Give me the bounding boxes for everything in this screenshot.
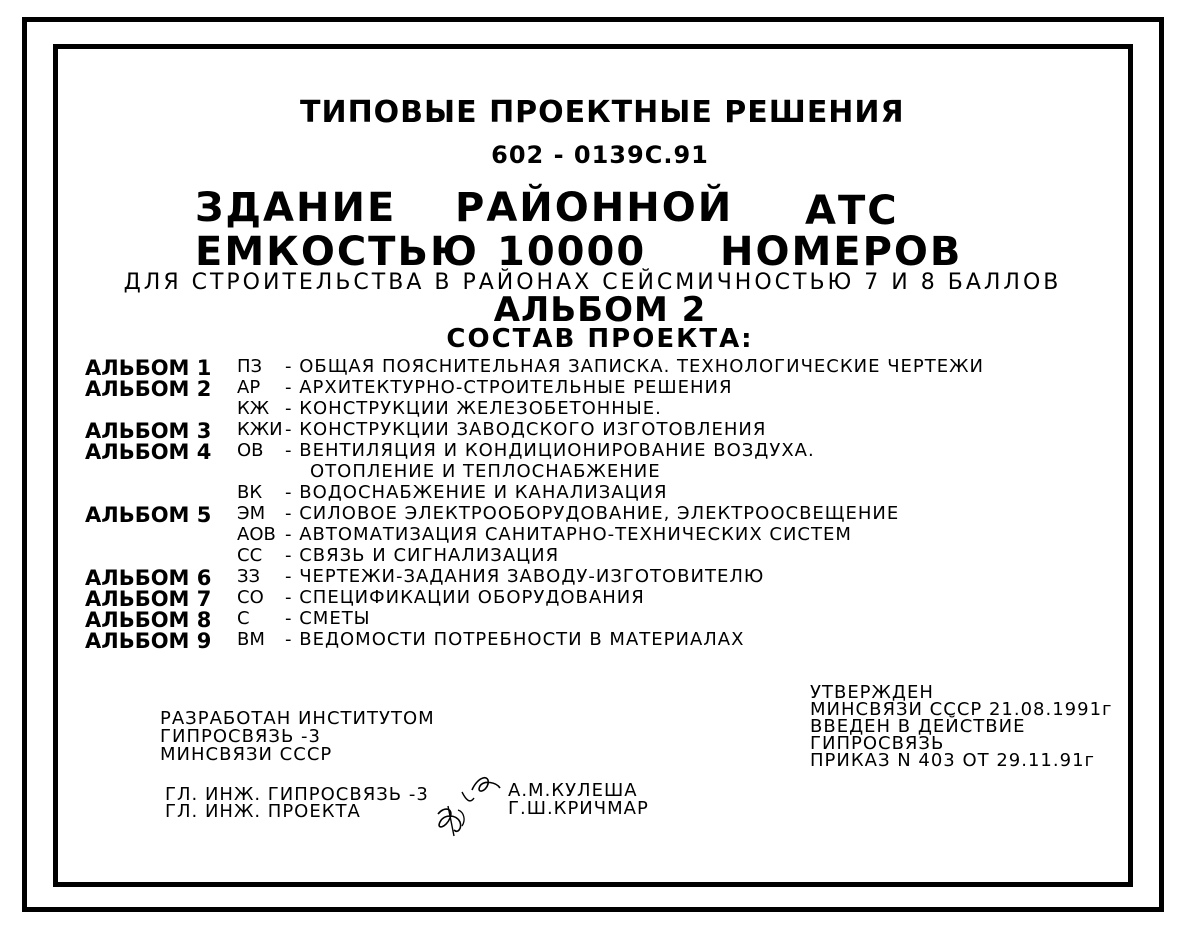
developer-line: МИНСВЯЗИ СССР [160,744,333,765]
section-code: СС [237,545,263,566]
building-title-word: ЕМКОСТЬЮ [195,229,479,275]
album-label: АЛЬБОМ 4 [85,440,212,464]
section-code: АР [237,377,261,398]
section-description: - ВОДОСНАБЖЕНИЕ И КАНАЛИЗАЦИЯ [285,482,668,503]
section-description: - КОНСТРУКЦИИ ЗАВОДСКОГО ИЗГОТОВЛЕНИЯ [285,419,767,440]
section-code: КЖ [237,398,270,419]
section-code: СО [237,587,264,608]
signatory-name: Г.Ш.КРИЧМАР [508,798,649,819]
section-description: - СИЛОВОЕ ЭЛЕКТРООБОРУДОВАНИЕ, ЭЛЕКТРООСВЕЩЕНИЕ [285,503,900,524]
handwritten-signatures [420,770,510,840]
signatory-role: ГЛ. ИНЖ. ПРОЕКТА [165,801,361,822]
section-code: С [237,608,250,629]
building-title-word: ЗДАНИЕ [195,185,397,231]
album-label: АЛЬБОМ 2 [85,377,212,401]
series-title: ТИПОВЫЕ ПРОЕКТНЫЕ РЕШЕНИЯ [300,95,905,130]
section-code: ОВ [237,440,264,461]
building-title-word: 10000 [497,229,647,275]
album-label: АЛЬБОМ 1 [85,356,212,380]
composition-title: СОСТАВ ПРОЕКТА: [446,324,754,354]
section-description: - ОБЩАЯ ПОЯСНИТЕЛЬНАЯ ЗАПИСКА. ТЕХНОЛОГИЧЕСКИЕ ЧЕРТЕЖИ [285,356,984,377]
signatory-name: А.М.КУЛЕША [508,780,638,801]
building-title-word: РАЙОННОЙ [455,185,734,231]
album-label: АЛЬБОМ 3 [85,419,212,443]
document-code: 602 - 0139С.91 [491,141,709,169]
section-code: ВМ [237,629,265,650]
section-code: ЭМ [237,503,266,524]
approval-line: ПРИКАЗ N 403 ОТ 29.11.91г [810,750,1095,771]
section-description: - ВЕНТИЛЯЦИЯ И КОНДИЦИОНИРОВАНИЕ ВОЗДУХА. [285,440,815,461]
album-label: АЛЬБОМ 5 [85,503,212,527]
developer-line: ГИПРОСВЯЗЬ -3 [160,726,321,747]
section-code: ЗЗ [237,566,261,587]
approval-line: ГИПРОСВЯЗЬ [810,733,945,754]
signatory-role: ГЛ. ИНЖ. ГИПРОСВЯЗЬ -3 [165,784,429,805]
album-label: АЛЬБОМ 7 [85,587,212,611]
approval-line: ВВЕДЕН В ДЕЙСТВИЕ [810,716,1026,737]
section-description: - СМЕТЫ [285,608,371,629]
section-code: ПЗ [237,356,263,377]
album-label: АЛЬБОМ 8 [85,608,212,632]
section-description: - СПЕЦИФИКАЦИИ ОБОРУДОВАНИЯ [285,587,645,608]
section-description: - ВЕДОМОСТИ ПОТРЕБНОСТИ В МАТЕРИАЛАХ [285,629,745,650]
album-label: АЛЬБОМ 6 [85,566,212,590]
section-code: АОВ [237,524,276,545]
section-description: - СВЯЗЬ И СИГНАЛИЗАЦИЯ [285,545,560,566]
seismic-subtitle: ДЛЯ СТРОИТЕЛЬСТВА В РАЙОНАХ СЕЙСМИЧНОСТЬЮ 7 И 8 БАЛЛОВ [123,270,1062,295]
section-description: - ЧЕРТЕЖИ-ЗАДАНИЯ ЗАВОДУ-ИЗГОТОВИТЕЛЮ [285,566,765,587]
approval-line: МИНСВЯЗИ СССР 21.08.1991г [810,699,1113,720]
section-description: - АВТОМАТИЗАЦИЯ САНИТАРНО-ТЕХНИЧЕСКИХ СИСТЕМ [285,524,852,545]
section-code: ВК [237,482,263,503]
approval-line: УТВЕРЖДЕН [810,682,934,703]
album-title: АЛЬБОМ 2 [493,290,707,330]
section-description: ОТОПЛЕНИЕ И ТЕПЛОСНАБЖЕНИЕ [310,461,661,482]
section-description: - КОНСТРУКЦИИ ЖЕЛЕЗОБЕТОННЫЕ. [285,398,662,419]
album-label: АЛЬБОМ 9 [85,629,212,653]
developer-line: РАЗРАБОТАН ИНСТИТУТОМ [160,708,435,729]
building-title-word: НОМЕРОВ [720,229,963,275]
section-description: - АРХИТЕКТУРНО-СТРОИТЕЛЬНЫЕ РЕШЕНИЯ [285,377,733,398]
section-code: КЖИ [237,419,283,440]
building-title-word: АТС [805,188,899,234]
